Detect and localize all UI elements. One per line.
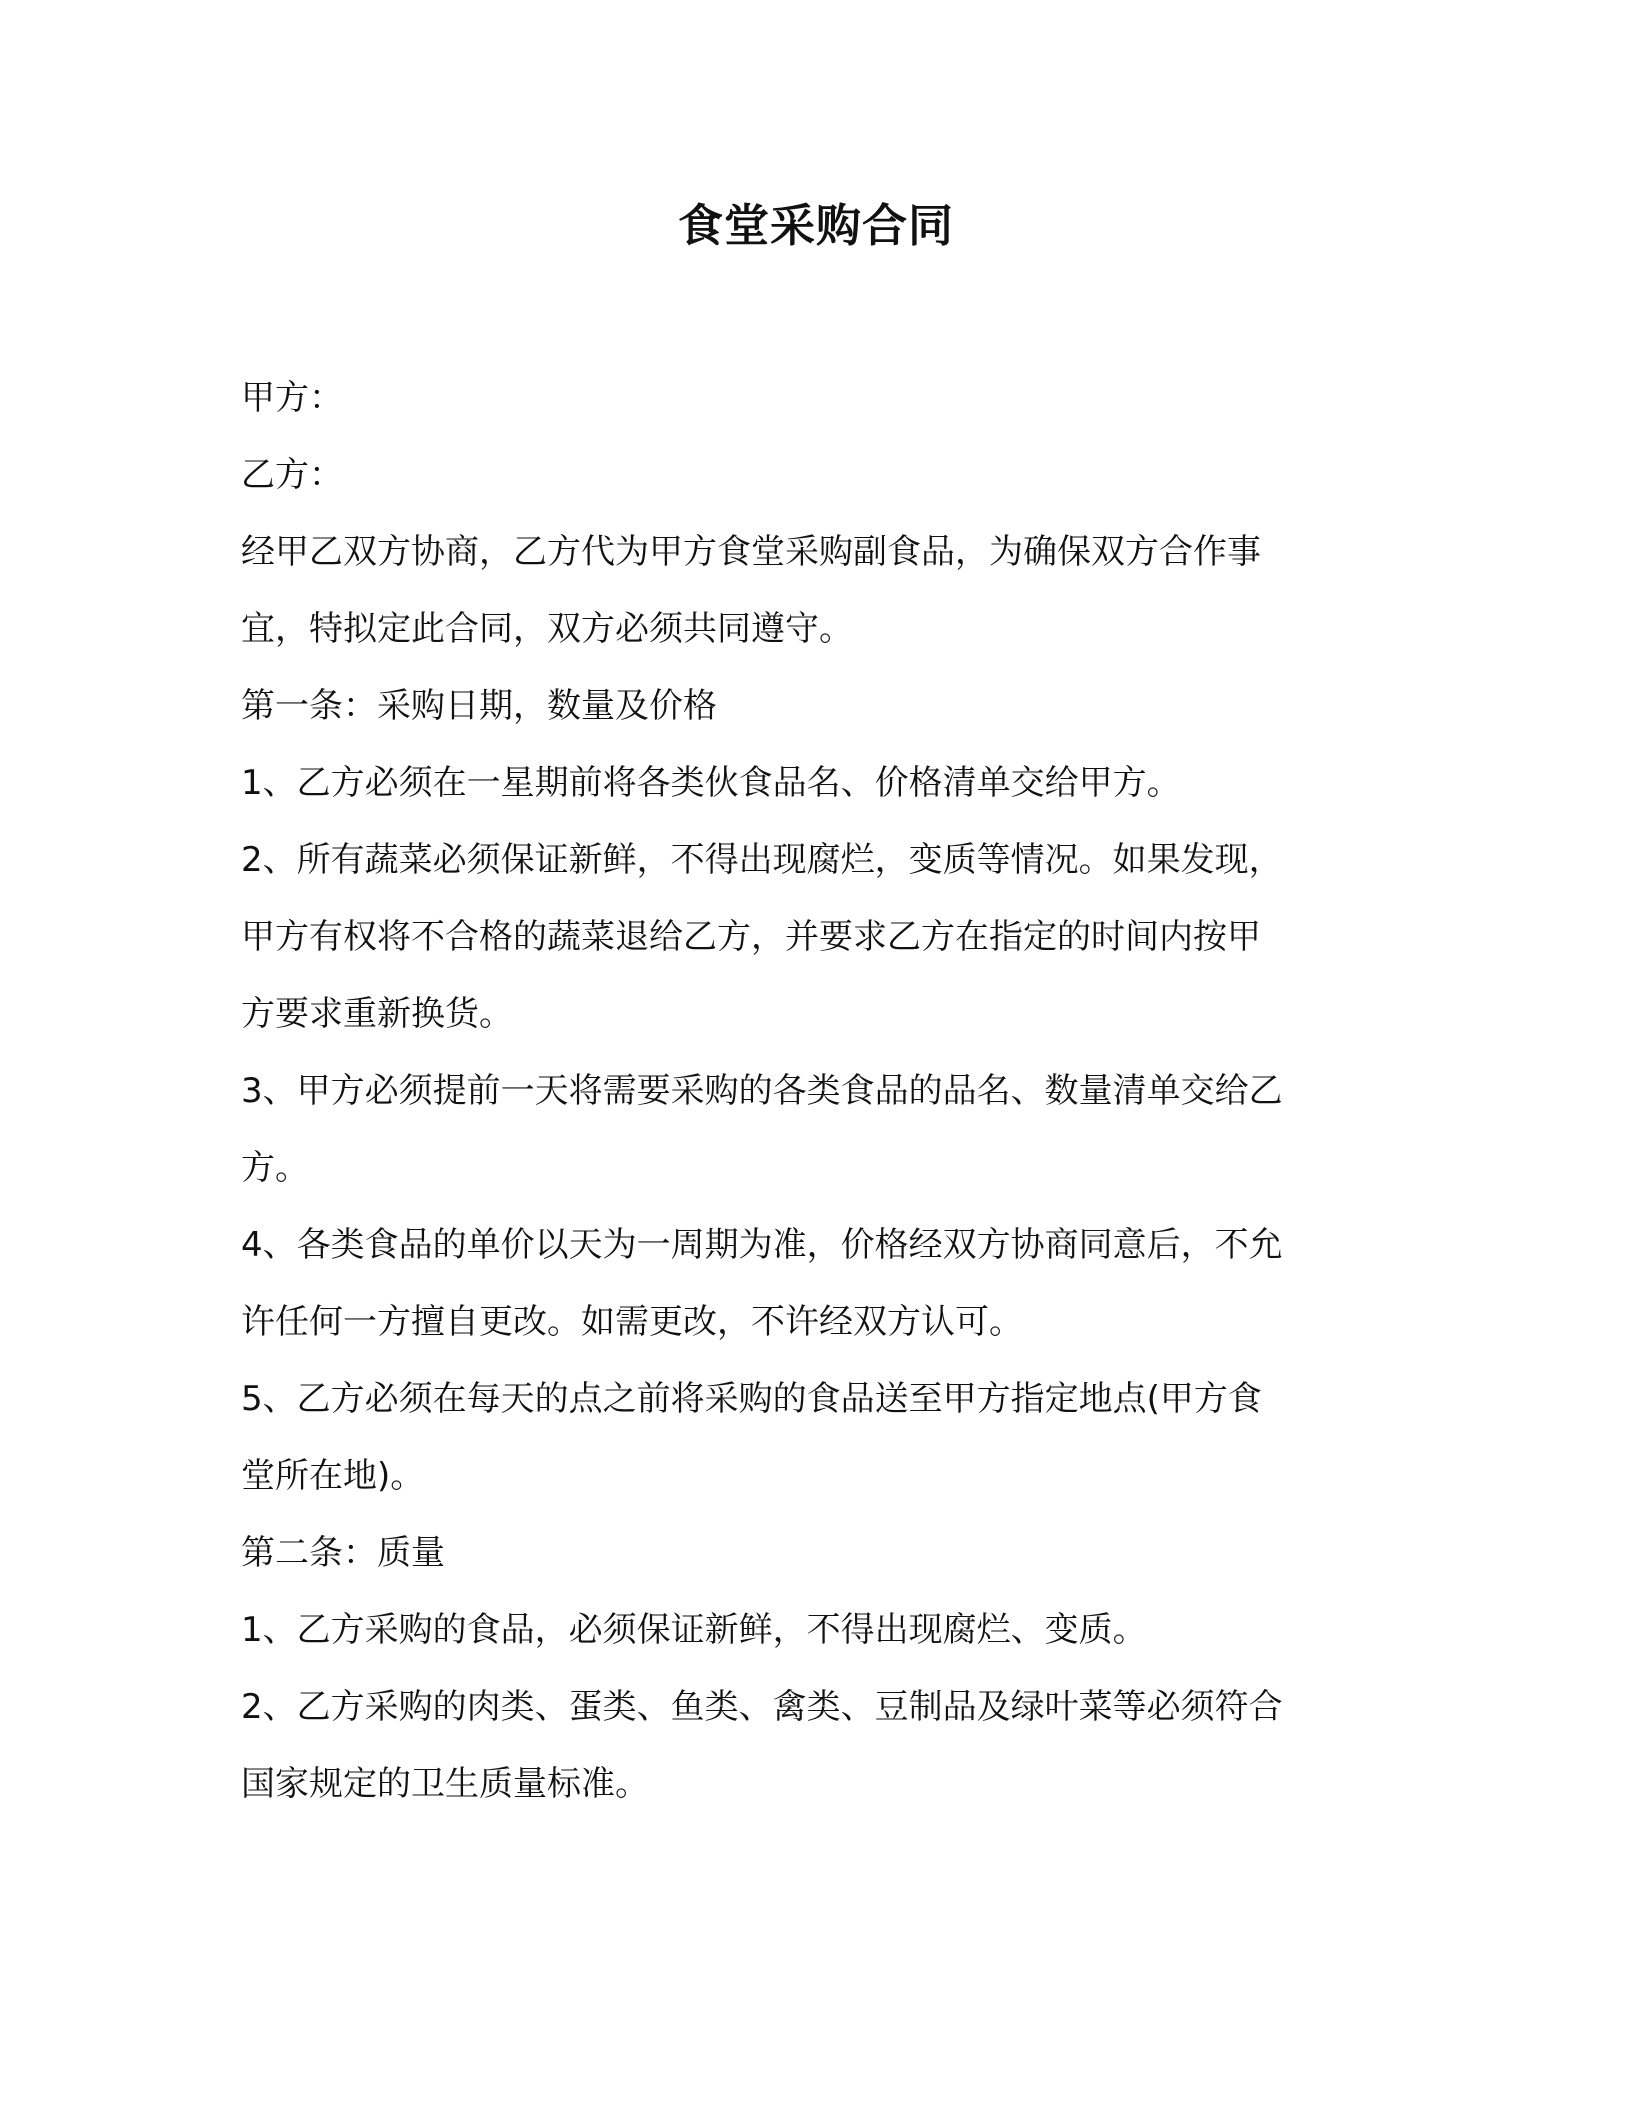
clause-line: 2、乙方采购的肉类、蛋类、鱼类、禽类、豆制品及绿叶菜等必须符合 xyxy=(241,1687,1283,1727)
clause-line: 4、各类食品的单价以天为一周期为准，价格经双方协商同意后，不允 xyxy=(241,1225,1283,1265)
clause-line: 堂所在地)。 xyxy=(241,1456,425,1496)
clause-line: 国家规定的卫生质量标准。 xyxy=(241,1764,649,1804)
clause-line: 方要求重新换货。 xyxy=(241,994,513,1034)
clause-line: 许任何一方擅自更改。如需更改，不许经双方认可。 xyxy=(241,1302,1023,1342)
clause-line: 1、乙方采购的食品，必须保证新鲜，不得出现腐烂、变质。 xyxy=(241,1610,1147,1650)
clause-line: 方。 xyxy=(241,1148,309,1188)
clause-line: 甲方有权将不合格的蔬菜退给乙方，并要求乙方在指定的时间内按甲 xyxy=(241,917,1261,957)
party-a-line: 甲方： xyxy=(241,378,343,418)
clause-line: 2、所有蔬菜必须保证新鲜，不得出现腐烂，变质等情况。如果发现， xyxy=(241,840,1283,880)
clause-line: 1、乙方必须在一星期前将各类伙食品名、价格清单交给甲方。 xyxy=(241,763,1181,803)
clause-line: 3、甲方必须提前一天将需要采购的各类食品的品名、数量清单交给乙 xyxy=(241,1071,1283,1111)
party-b-line: 乙方： xyxy=(241,455,343,495)
intro-line: 宜，特拟定此合同，双方必须共同遵守。 xyxy=(241,609,853,649)
document-body xyxy=(241,360,1381,1823)
document-title: 食堂采购合同 xyxy=(677,199,954,252)
article-two-heading: 第二条：质量 xyxy=(241,1533,445,1573)
intro-line: 经甲乙双方协商，乙方代为甲方食堂采购副食品，为确保双方合作事 xyxy=(241,532,1261,572)
clause-line: 5、乙方必须在每天的点之前将采购的食品送至甲方指定地点(甲方食 xyxy=(241,1379,1262,1419)
article-one-heading: 第一条：采购日期，数量及价格 xyxy=(241,686,717,726)
